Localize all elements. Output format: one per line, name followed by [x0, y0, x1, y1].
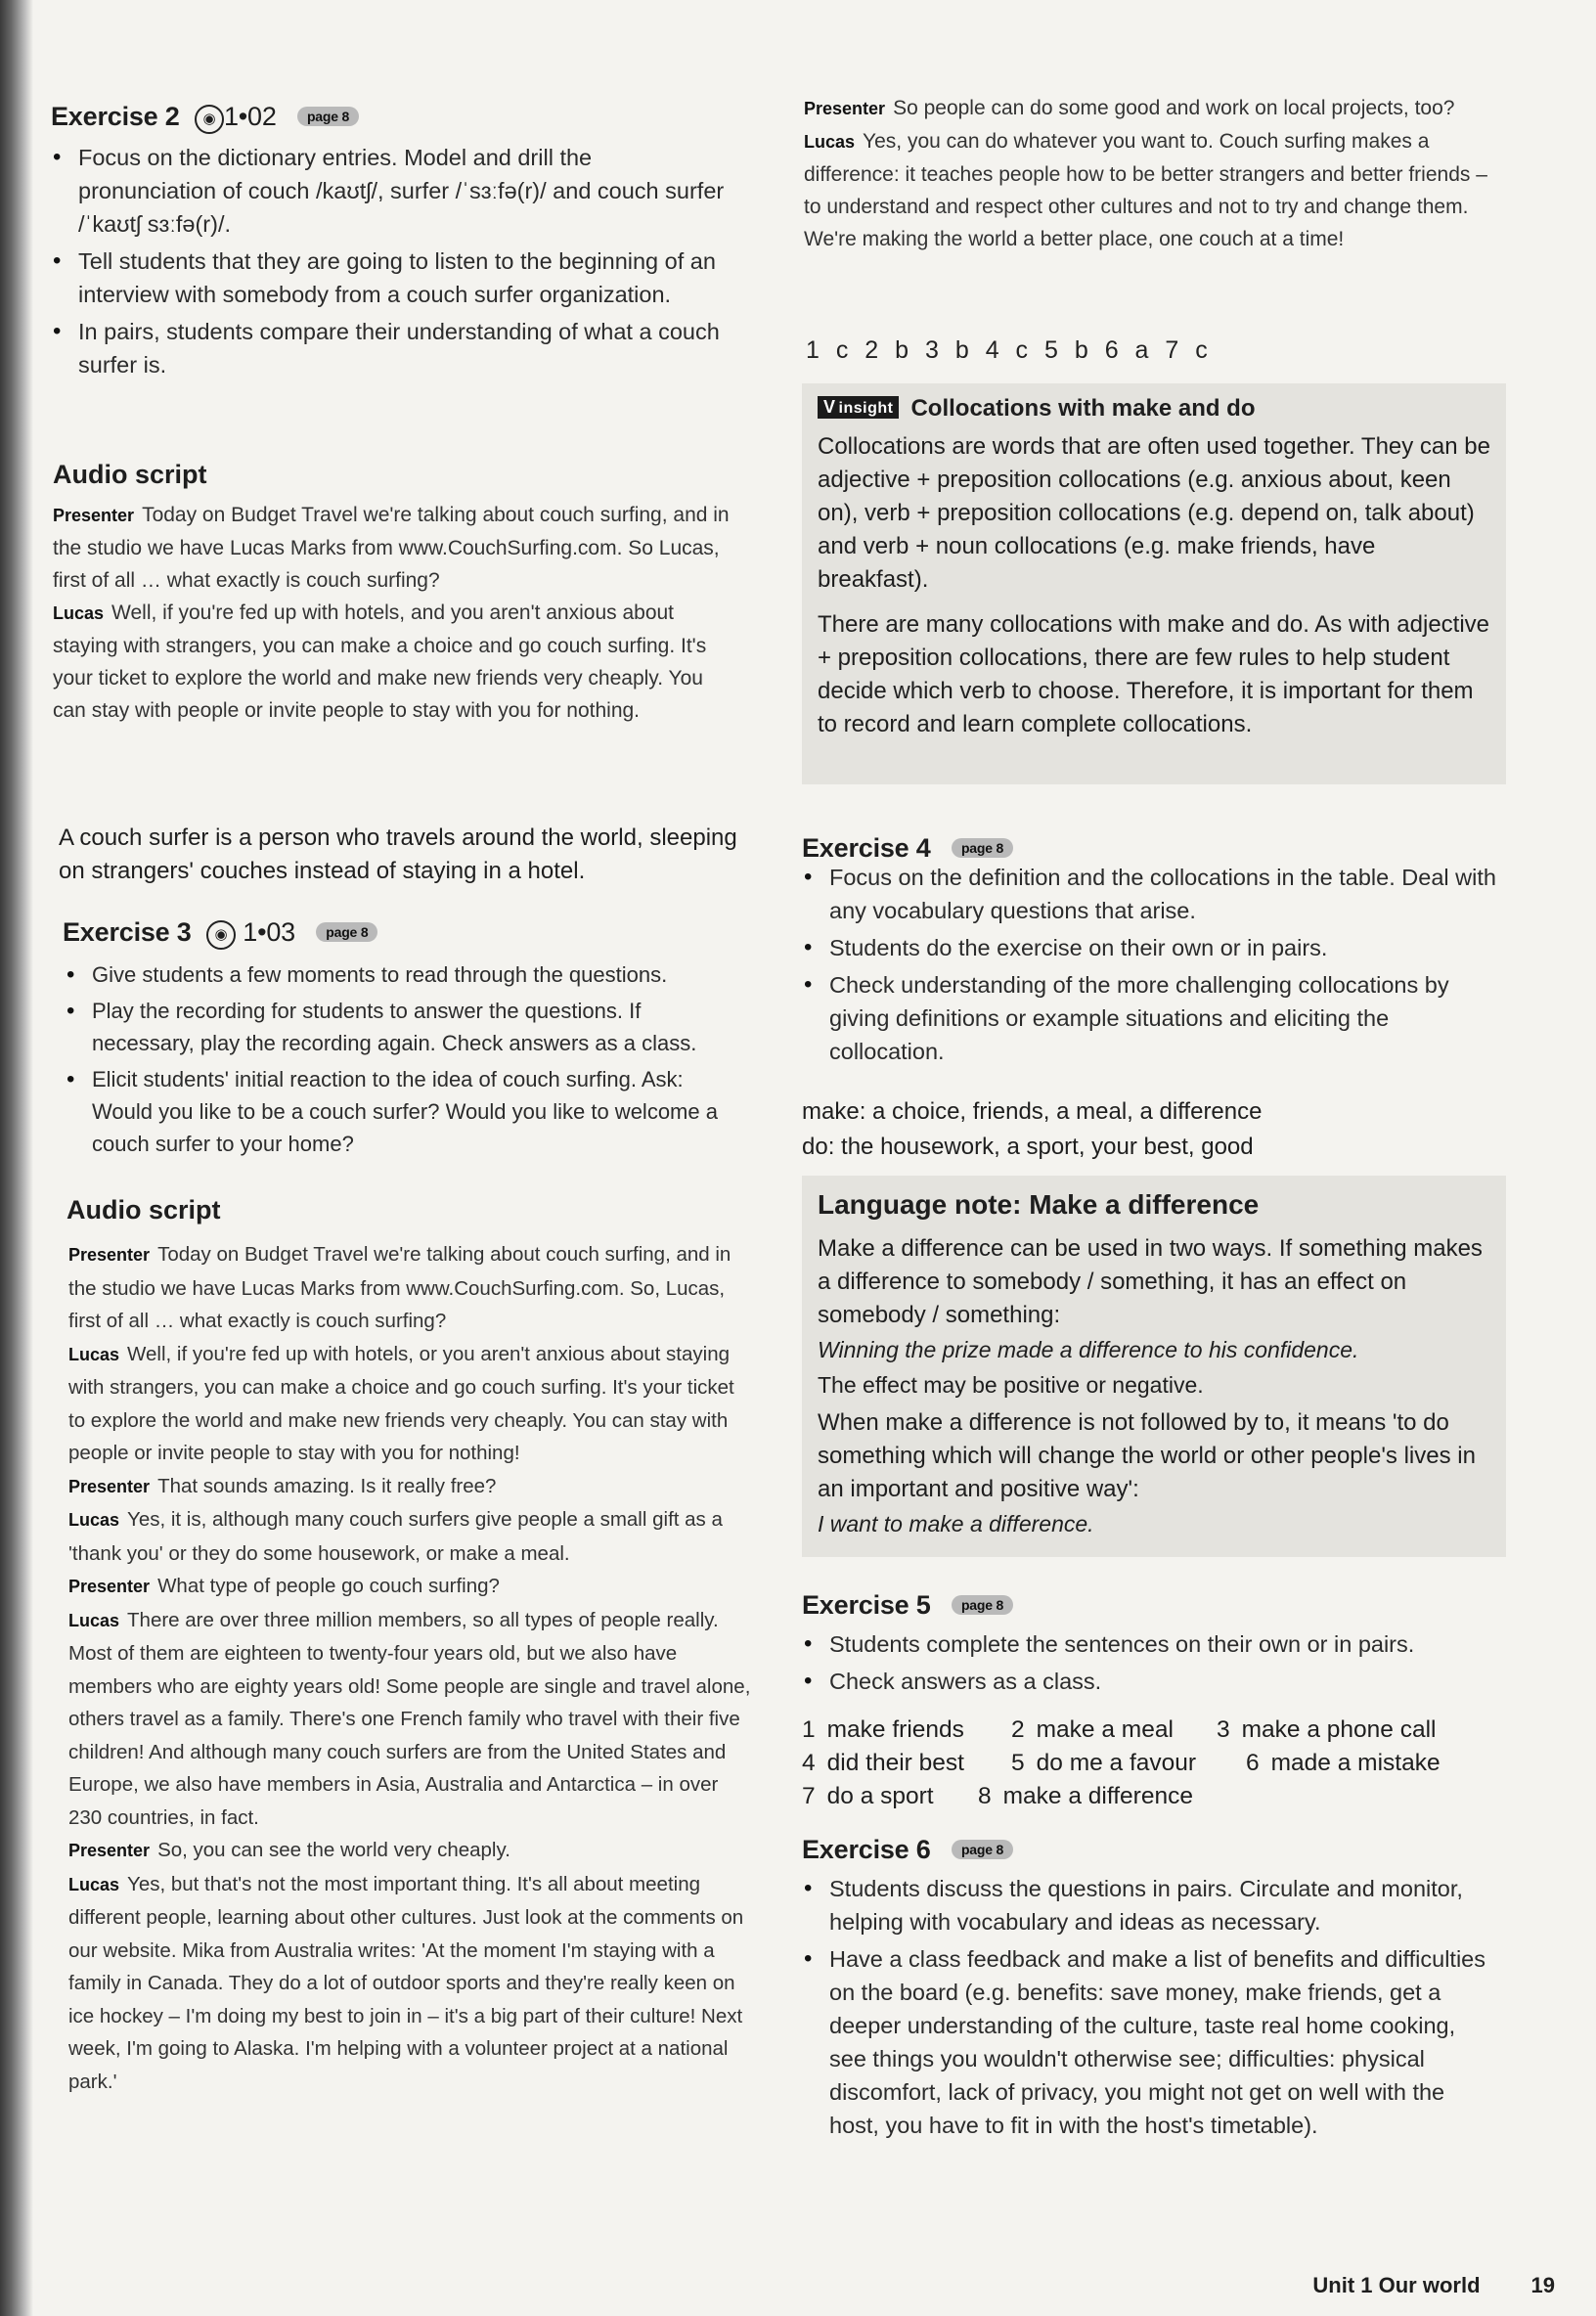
cd-track: ◉ 1•02: [195, 102, 277, 131]
footer-unit: Unit 1 Our world: [1312, 2273, 1481, 2297]
insight-paragraph: There are many collocations with make and do. As with adjective + preposition collocations, there are few rules to help student decide which verb to choose. Therefore, it is important for them to record and learn complete collocations.: [818, 611, 1490, 737]
exercise-4-bullets: [802, 861, 1498, 1072]
audio-script-continued: [804, 92, 1500, 255]
cd-icon: ◉: [195, 105, 224, 134]
list-item: • Students do the exercise on their own or in pairs.: [802, 931, 1498, 964]
answer-item: 5 do me a favour: [1011, 1750, 1197, 1776]
exercise-2-answer: A couch surfer is a person who travels around the world, sleeping on strangers' couches instead of staying in a hotel.: [59, 824, 737, 884]
list-item: • Focus on the definition and the collocations in the table. Deal with any vocabulary questions that arise.: [802, 861, 1498, 927]
script-line: Lucas Yes, it is, although many couch surfers give people a small gift as a 'thank you' or they do some housework, or make a meal.: [68, 1508, 723, 1565]
language-note-paragraph: Make a difference can be used in two ways. If something makes a difference to somebody / something, it has an effect on somebody / something:: [818, 1235, 1483, 1328]
exercise-4-heading: Exercise 4 page 8: [802, 833, 1013, 864]
list-item: • Have a class feedback and make a list of benefits and difficulties on the board (e.g. benefits: save money, make friends, get a deeper understanding of the culture, taste real home cooking, see things you wouldn't otherwise see; difficulties: physical discomfort, lack of privacy, you might not get on well with the host, you have to fit in with the host's timetable).: [802, 1942, 1498, 2142]
answer-item: 2 make a meal: [1011, 1716, 1174, 1743]
language-note-example: Winning the prize made a difference to his confidence.: [818, 1337, 1359, 1362]
language-note-title: Language note: Make a difference: [818, 1189, 1260, 1220]
list-item: • Tell students that they are going to listen to the beginning of an interview with somebody from a couch surfer organization.: [51, 245, 735, 311]
list-item: • Elicit students' initial reaction to the idea of couch surfing. Ask: Would you like to be a couch surfer? Would you like to welcome a couch surfer to your home?: [65, 1063, 749, 1160]
script-line: Presenter What type of people go couch surfing?: [68, 1575, 500, 1597]
answer-item: 7 do a sport: [802, 1783, 934, 1809]
script-line: Lucas Yes, but that's not the most important thing. It's all about meeting different people, learning about other cultures. Just look at the comments on our website. Mika from Australia writes: 'At the moment I'm staying with a family in Canada. They do a lot of outdoor sports and they're really keen on ice hockey – I'm doing my best to join in – it's a big part of their culture! Next week, I'm going to Alaska. I'm helping with a volunteer project at a national park.': [68, 1872, 744, 2093]
answer-item: 8 make a difference: [978, 1783, 1193, 1809]
audio-script-title: Audio script: [53, 460, 207, 489]
exercise-5-answers: [802, 1714, 1441, 1813]
do-collocations: do: the housework, a sport, your best, good: [802, 1134, 1254, 1160]
list-item: • Check answers as a class.: [802, 1665, 1498, 1698]
list-item: • Play the recording for students to answer the questions. If necessary, play the recording again. Check answers as a class.: [65, 995, 749, 1059]
script-line: Lucas There are over three million members, so all types of people really. Most of them are eighteen to twenty-four years old, but we also have members who are eighty years old! Some people are single and travel alone, others travel as a family. There's one French family who travel with their five children! And although many couch surfers are from the United States and Europe, we also have members in Asia, Australia and Antarctica – in over 230 countries, in fact.: [68, 1608, 751, 1829]
audio-script-1: [53, 499, 737, 727]
script-line: Presenter So, you can see the world very cheaply.: [68, 1839, 510, 1861]
page-badge: page 8: [316, 922, 377, 942]
exercise-6-heading: Exercise 6 page 8: [802, 1835, 1013, 1865]
script-line: Lucas Yes, you can do whatever you want to. Couch surfing makes a difference: it teaches people how to be better strangers and better friends – to understand and respect other cultures and not to try and change them. We're making the world a better place, one couch at a time!: [804, 130, 1487, 250]
script-line: Presenter So people can do some good and work on local projects, too?: [804, 97, 1455, 119]
script-line: Lucas Well, if you're fed up with hotels, and you aren't anxious about staying with strangers, you can make a choice and go couch surfing. It's your ticket to explore the world and make new friends very cheaply. You can stay with people or invite people to stay with you for nothing.: [53, 601, 707, 722]
list-item: • Focus on the dictionary entries. Model and drill the pronunciation of couch /kaʊtʃ/, surfer /ˈsɜːfə(r)/ and couch surfer /ˈkaʊtʃ sɜːfə(r)/.: [51, 141, 735, 241]
page-badge: page 8: [952, 1840, 1013, 1859]
cd-track: ◉ 1•03: [206, 917, 295, 947]
make-collocations: make: a choice, friends, a meal, a difference: [802, 1098, 1263, 1125]
answer-item: 6 made a mistake: [1246, 1750, 1441, 1776]
list-item: • Students discuss the questions in pairs. Circulate and monitor, helping with vocabulary and ideas as necessary.: [802, 1872, 1498, 1938]
language-note-example: I want to make a difference.: [818, 1511, 1094, 1537]
exercise-6-bullets: [802, 1872, 1498, 2146]
audio-script-2: [68, 1238, 753, 2098]
script-line: Presenter Today on Budget Travel we're talking about couch surfing, and in the studio we have Lucas Marks from www.CouchSurfing.com. So, Lucas, first of all … what exactly is couch surfing?: [68, 1243, 732, 1332]
exercise-5-bullets: [802, 1627, 1498, 1702]
answer-item: 3 make a phone call: [1217, 1716, 1437, 1743]
answer-item: 1 make friends: [802, 1716, 964, 1743]
book-spine-shadow: [0, 0, 33, 2316]
page-badge: page 8: [297, 107, 359, 126]
exercise-3-bullets: [65, 958, 749, 1164]
list-item: • Students complete the sentences on their own or in pairs.: [802, 1627, 1498, 1661]
exercise-3-answers: 1 c 2 b 3 b 4 c 5 b 6 a 7 c: [806, 336, 1213, 364]
insight-tag: V insight: [818, 396, 899, 419]
list-item: • In pairs, students compare their understanding of what a couch surfer is.: [51, 315, 735, 381]
language-note-paragraph: When make a difference is not followed by to, it means 'to do something which will change the world or other people's lives in an important and positive way':: [818, 1409, 1476, 1502]
cd-icon: ◉: [206, 920, 236, 950]
page-footer: [1312, 2273, 1555, 2298]
script-line: Presenter That sounds amazing. Is it really free?: [68, 1474, 497, 1497]
answer-item: 4 did their best: [802, 1750, 964, 1776]
exercise-2-bullets: [51, 141, 735, 385]
exercise-3-heading: Exercise 3 ◉ 1•03 page 8: [63, 917, 377, 950]
exercise-2-heading: Exercise 2 ◉ 1•02 page 8: [51, 102, 359, 134]
language-note-box: [802, 1176, 1506, 1557]
insight-title: Collocations with make and do: [910, 395, 1256, 422]
page-badge: page 8: [952, 838, 1013, 858]
exercise-5-heading: Exercise 5 page 8: [802, 1590, 1013, 1621]
list-item: • Give students a few moments to read through the questions.: [65, 958, 749, 991]
list-item: • Check understanding of the more challenging collocations by giving definitions or example situations and eliciting the collocation.: [802, 968, 1498, 1068]
page-badge: page 8: [952, 1595, 1013, 1615]
insight-box: [802, 383, 1506, 784]
script-line: Lucas Well, if you're fed up with hotels, or you aren't anxious about staying with strangers, you can make a choice and go couch surfing. It's your ticket to explore the world and make new friends very cheaply. You can stay with people or invite people to stay with you for nothing!: [68, 1342, 734, 1464]
audio-script-title: Audio script: [66, 1195, 221, 1225]
language-note-paragraph: The effect may be positive or negative.: [818, 1372, 1204, 1398]
script-line: Presenter Today on Budget Travel we're talking about couch surfing, and in the studio we have Lucas Marks from www.CouchSurfing.com. So Lucas, first of all … what exactly is couch surfing?: [53, 504, 730, 592]
insight-heading: [818, 395, 1492, 423]
insight-paragraph: Collocations are words that are often used together. They can be adjective + preposition collocations (e.g. anxious about, keen on), verb + preposition collocations (e.g. depend on, talk about) and verb + noun collocations (e.g. make friends, have breakfast).: [818, 433, 1490, 593]
page-number: 19: [1530, 2273, 1555, 2297]
